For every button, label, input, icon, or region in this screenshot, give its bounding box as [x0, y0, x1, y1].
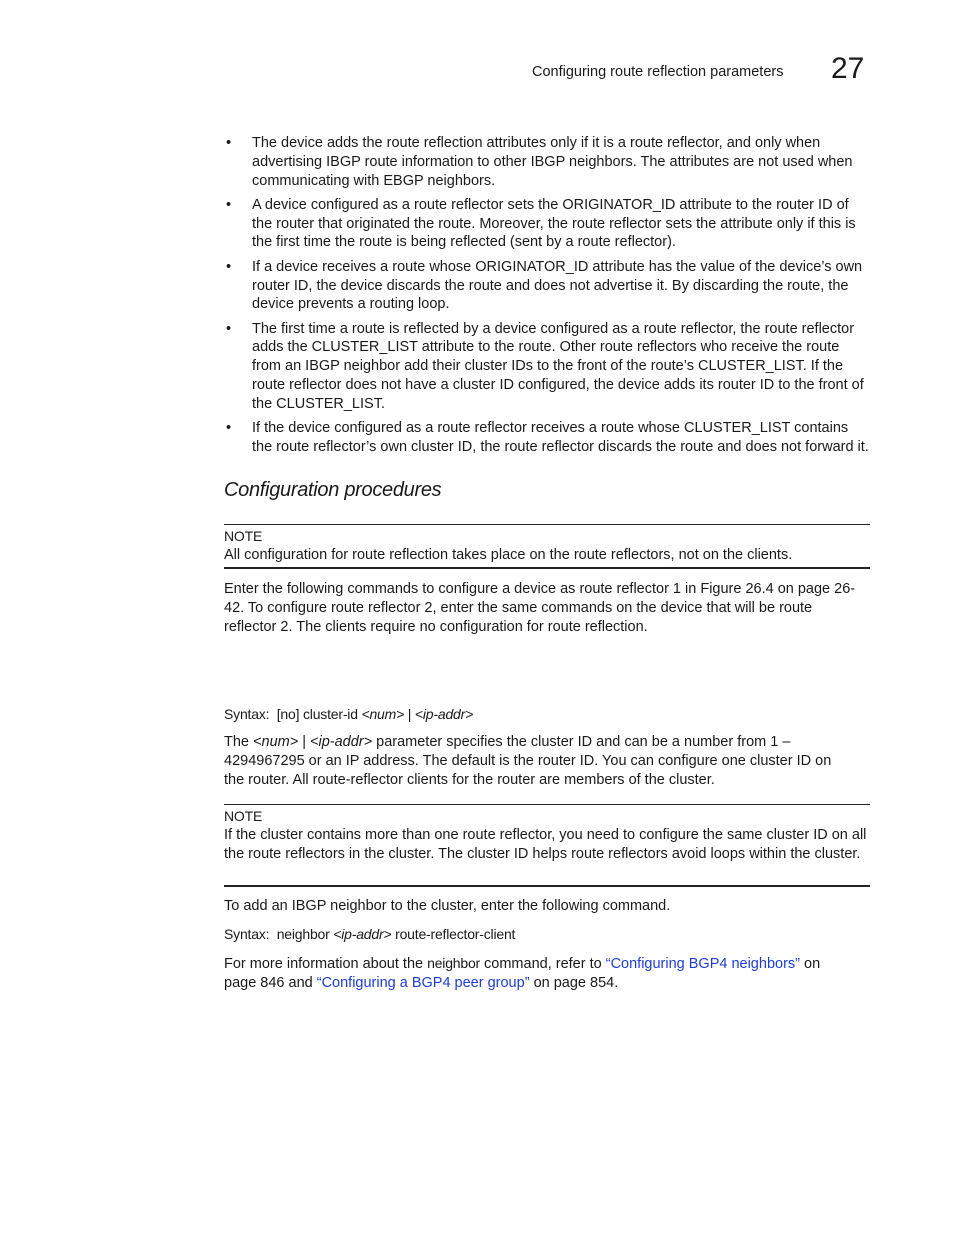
more-info-text: command, refer to	[484, 956, 602, 972]
bullet-text: A device configured as a route reflector sets the ORIGINATOR_ID attribute to the router ID of the router that originated the route. Moreover, the route reflector sets the attribute only if this is the first time the route is being reflected (sent by a route reflector).	[252, 196, 856, 251]
syntax-prefix: Syntax:	[224, 926, 270, 942]
param-text: The	[224, 734, 249, 750]
note-label: NOTE	[224, 528, 263, 544]
add-neighbor-paragraph: To add an IBGP neighbor to the cluster, enter the following command.	[224, 898, 671, 914]
syntax-open-bracket: [	[276, 706, 281, 722]
bullet-text: If a device receives a route whose ORIGINATOR_ID attribute has the value of the device’s own router ID, the device discards the route and does not advertise it. By discarding the route, the device prevents a routing loop.	[252, 258, 863, 313]
note-text: If the cluster contains more than one route reflector, you need to configure the same cluster ID on all the route reflectors in the cluster. The cluster ID helps route reflectors avoid loops within the cluster.	[224, 827, 867, 862]
more-info-text: For more information about the	[224, 956, 424, 972]
bullet-text: The first time a route is reflected by a device configured as a route reflector, the route reflector adds the CLUSTER_LIST attribute to the route. Other route reflectors who receive the route from an IBGP neighbor add their cluster IDs to the front of the route’s CLUSTER_LIST. If the route reflector does not have a cluster ID configured, the device adds its router ID to the front of the CLUSTER_LIST.	[252, 320, 864, 412]
syntax-cluster-id	[224, 706, 473, 722]
intro-paragraph: Enter the following commands to configure a device as route reflector 1 in Figure 26.4 on page 26-42. To configure route reflector 2, enter the same commands on the device that will be route reflector 2. The clients require no configuration for route reflection.	[224, 581, 856, 635]
param-text: parameter specifies the cluster ID and can be a number from 1 –	[376, 734, 791, 750]
list-item	[226, 196, 870, 252]
bullet-icon: •	[226, 196, 232, 213]
param-arg-num: <num>	[253, 734, 299, 750]
note-top-rule	[224, 524, 870, 525]
syntax-arg-ip: <ip-addr>	[414, 706, 474, 722]
list-item	[226, 320, 870, 414]
syntax-keyword: route-reflector-client	[395, 926, 516, 942]
link-configuring-bgp4-neighbors[interactable]: “Configuring BGP4 neighbors”	[605, 956, 800, 972]
param-text: the router. All route-reflector clients for the router are members of the cluster.	[224, 771, 715, 788]
neighbor-command: neighbor	[427, 955, 480, 971]
syntax-arg-num: <num>	[361, 706, 405, 722]
syntax-keyword: cluster-id	[302, 706, 358, 722]
syntax-keyword: neighbor	[276, 926, 330, 942]
param-description	[224, 733, 870, 789]
bullet-icon: •	[226, 320, 232, 337]
syntax-neighbor	[224, 926, 515, 942]
bullet-text: If the device configured as a route reflector receives a route whose CLUSTER_LIST contains the route reflector’s own cluster ID, the route reflector discards the route and does not forward it.	[252, 420, 869, 455]
syntax-separator: |	[407, 706, 412, 722]
syntax-prefix: Syntax:	[224, 706, 270, 722]
bullet-list	[226, 134, 870, 462]
param-text: 4294967295 or an IP address. The default is the router ID. You can configure one cluster ID on	[224, 752, 832, 769]
syntax-close-bracket: ]	[295, 706, 300, 722]
note-label: NOTE	[224, 808, 263, 824]
note-top-rule	[224, 804, 870, 805]
link-configuring-bgp4-peer-group[interactable]: “Configuring a BGP4 peer group”	[316, 974, 530, 991]
more-info-paragraph	[224, 954, 870, 993]
note-text: All configuration for route reflection takes place on the route reflectors, not on the clients.	[224, 547, 793, 563]
list-item	[226, 134, 870, 190]
chapter-number: 27	[831, 52, 865, 85]
bullet-text: The device adds the route reflection attributes only if it is a route reflector, and only when advertising IBGP route information to other IBGP neighbors. The attributes are not used when communicating with EBGP neighbors.	[252, 135, 853, 189]
param-separator: |	[302, 734, 306, 750]
list-item	[226, 258, 870, 314]
more-info-text: on	[804, 956, 821, 972]
syntax-arg-ip: <ip-addr>	[333, 926, 392, 942]
bullet-icon: •	[226, 420, 232, 437]
note-bottom-rule	[224, 885, 870, 887]
more-info-text: page 846 and	[224, 974, 313, 991]
running-header-title: Configuring route reflection parameters	[532, 64, 784, 80]
more-info-text: on page 854.	[533, 974, 619, 991]
list-item	[226, 419, 870, 457]
note-bottom-rule	[224, 567, 870, 569]
section-heading: Configuration procedures	[224, 479, 442, 501]
bullet-icon: •	[226, 135, 232, 151]
param-arg-ip: <ip-addr>	[310, 734, 373, 750]
syntax-keyword-no: no	[280, 706, 296, 722]
bullet-icon: •	[226, 258, 232, 275]
